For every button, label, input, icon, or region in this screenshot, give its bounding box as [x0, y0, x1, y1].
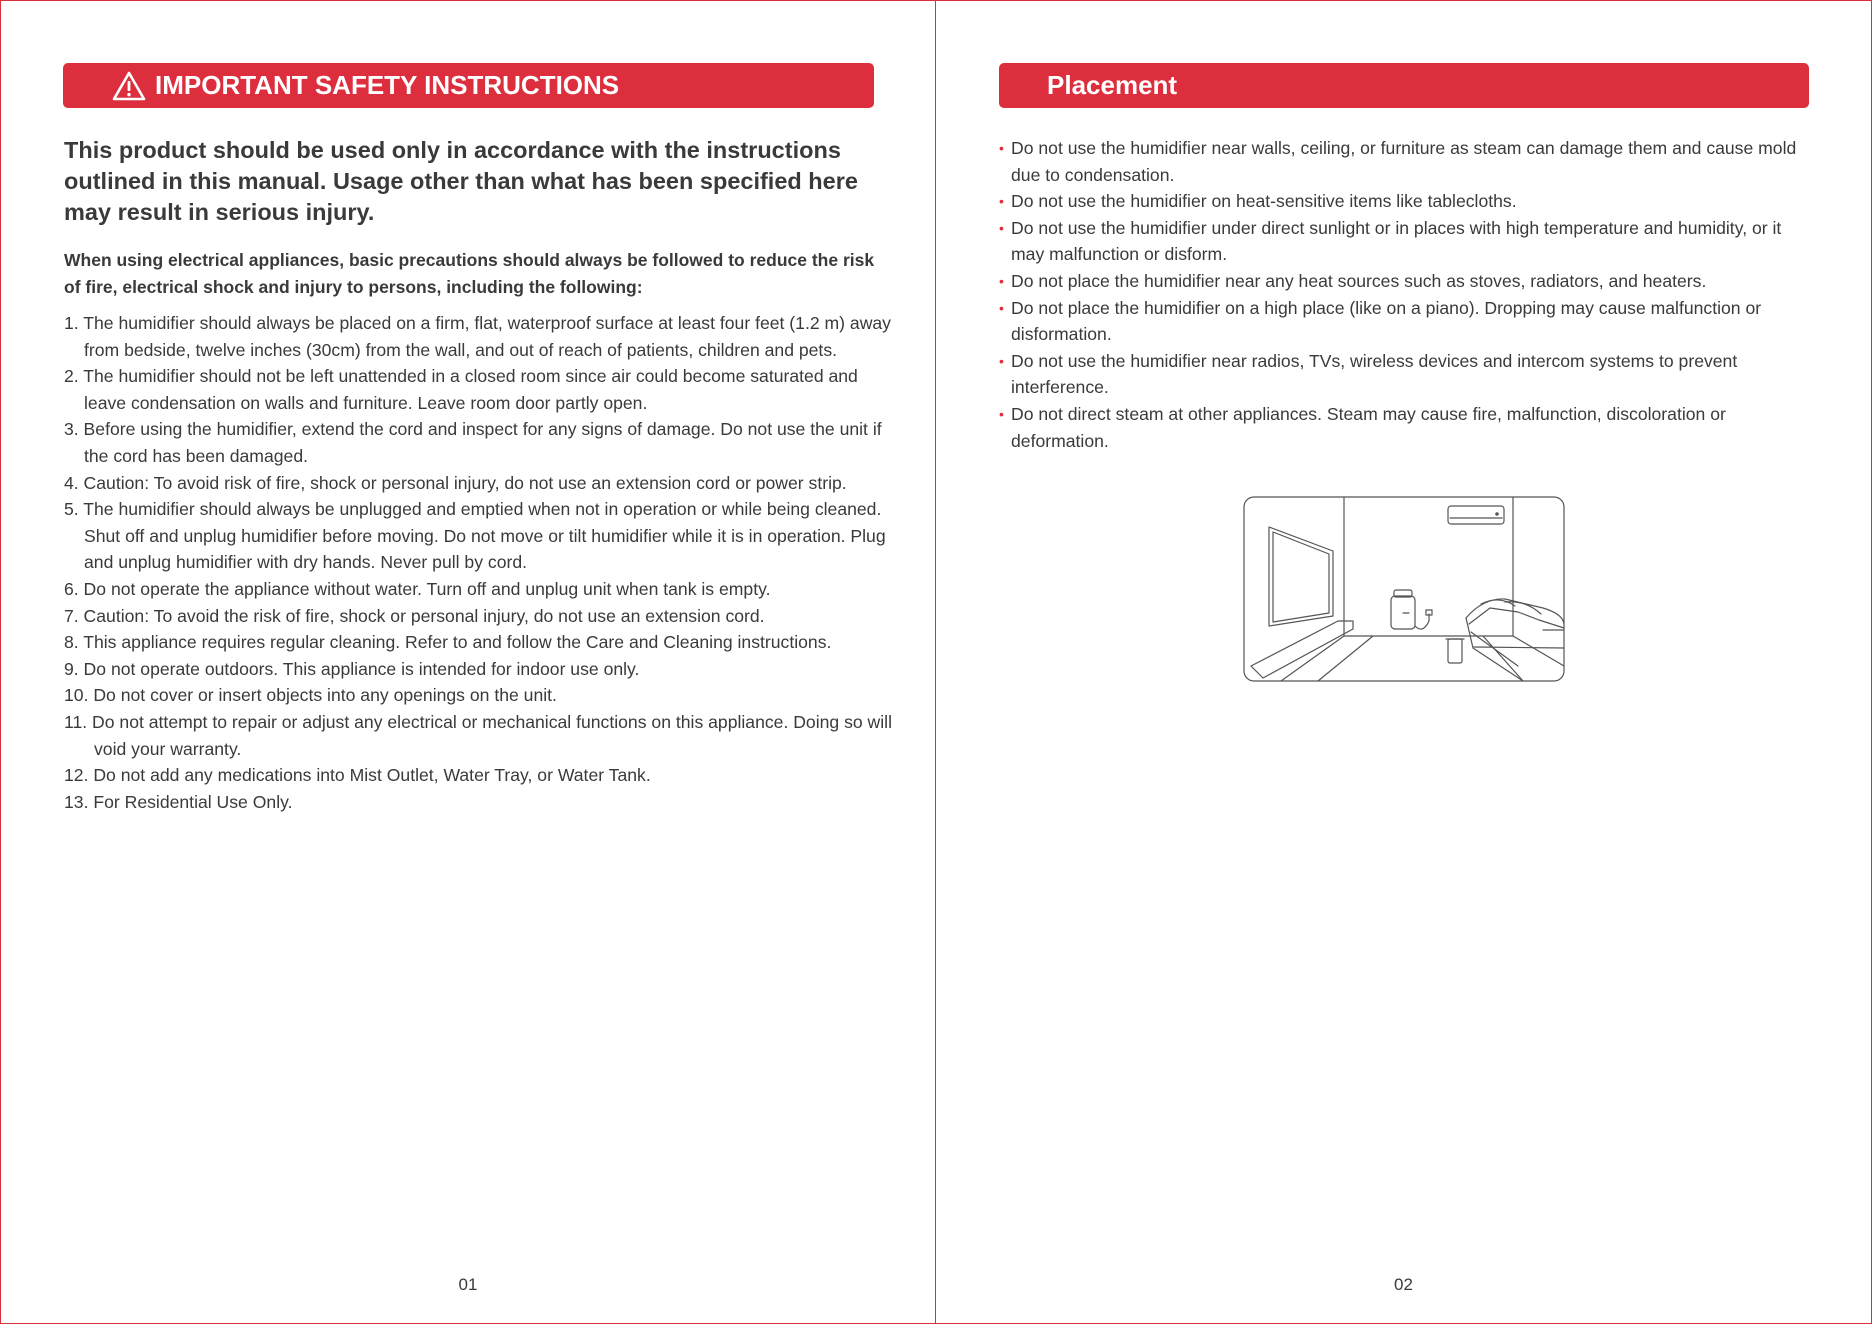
placement-banner-title: Placement — [1047, 70, 1178, 100]
instruction-item: 3. Before using the humidifier, extend the cord and inspect for any signs of damage. Do not use the unit if the cord has been damaged. — [64, 419, 882, 466]
instruction-item: 2. The humidifier should not be left unattended in a closed room since air could become saturated and leave condensation on walls and furniture. Leave room door partly open. — [64, 366, 858, 413]
instruction-item: 11. Do not attempt to repair or adjust any electrical or mechanical functions on this appliance. Doing so will void your warranty. — [64, 711, 892, 759]
instruction-item: 1. The humidifier should always be placed on a firm, flat, waterproof surface at least four feet (1.2 m) away from bedside, twelve inches (30cm) from the wall, and out of reach of patients, children and pets. — [64, 313, 891, 360]
instruction-item: 12. Do not add any medications into Mist Outlet, Water Tray, or Water Tank. — [64, 765, 651, 786]
safety-banner-title: IMPORTANT SAFETY INSTRUCTIONS — [155, 70, 620, 100]
right-page — [935, 0, 1872, 1324]
safety-instruction-list — [64, 310, 894, 815]
placement-item: • Do not direct steam at other appliances. Steam may cause fire, malfunction, discoloration or deformation. — [999, 401, 1819, 454]
instruction-item: 13. For Residential Use Only. — [64, 791, 293, 812]
instruction-item: 4. Caution: To avoid risk of fire, shock or personal injury, do not use an extension cord or power strip. — [64, 472, 847, 493]
placement-item: • Do not use the humidifier near walls, ceiling, or furniture as steam can damage them and cause mold due to condensation. — [999, 135, 1819, 188]
instruction-item: 10. Do not cover or insert objects into any openings on the unit. — [64, 685, 557, 706]
intro-warning-text: This product should be used only in accordance with the instructions outlined in this manual. Usage other than what has been specified here may result in serious injury. — [64, 137, 858, 225]
page-number: 01 — [458, 1275, 478, 1294]
precaution-text: When using electrical appliances, basic precautions should always be followed to reduce the risk of fire, electrical shock and injury to persons, including the following: — [64, 250, 875, 297]
placement-item: • Do not place the humidifier near any heat sources such as stoves, radiators, and heaters. — [999, 268, 1819, 295]
placement-banner — [999, 63, 1809, 108]
instruction-item: 6. Do not operate the appliance without water. Turn off and unplug unit when tank is empty. — [64, 578, 771, 599]
page-number: 02 — [1394, 1275, 1413, 1294]
placement-item: • Do not use the humidifier on heat-sensitive items like tablecloths. — [999, 188, 1819, 215]
instruction-item: 9. Do not operate outdoors. This appliance is intended for indoor use only. — [64, 658, 640, 679]
warning-triangle-icon — [111, 70, 147, 102]
room-placement-illustration — [1243, 496, 1565, 682]
instruction-item: 7. Caution: To avoid the risk of fire, shock or personal injury, do not use an extension cord. — [64, 605, 765, 626]
placement-item: • Do not use the humidifier under direct sunlight or in places with high temperature and humidity, or it may malfunction or disform. — [999, 215, 1819, 268]
instruction-item: 8. This appliance requires regular cleaning. Refer to and follow the Care and Cleaning instructions. — [64, 632, 832, 653]
instruction-item: 5. The humidifier should always be unplugged and emptied when not in operation or while being cleaned. Shut off and unplug humidifier before moving. Do not move or tilt humidifier while it is in operation. Plug and unplug humidifier with dry hands. Never pull by cord. — [64, 499, 886, 573]
placement-item: • Do not place the humidifier on a high place (like on a piano). Dropping may cause malfunction or disformation. — [999, 295, 1819, 348]
safety-banner — [63, 63, 874, 108]
placement-item: • Do not use the humidifier near radios, TVs, wireless devices and intercom systems to prevent interference. — [999, 348, 1819, 401]
placement-list — [999, 135, 1819, 454]
